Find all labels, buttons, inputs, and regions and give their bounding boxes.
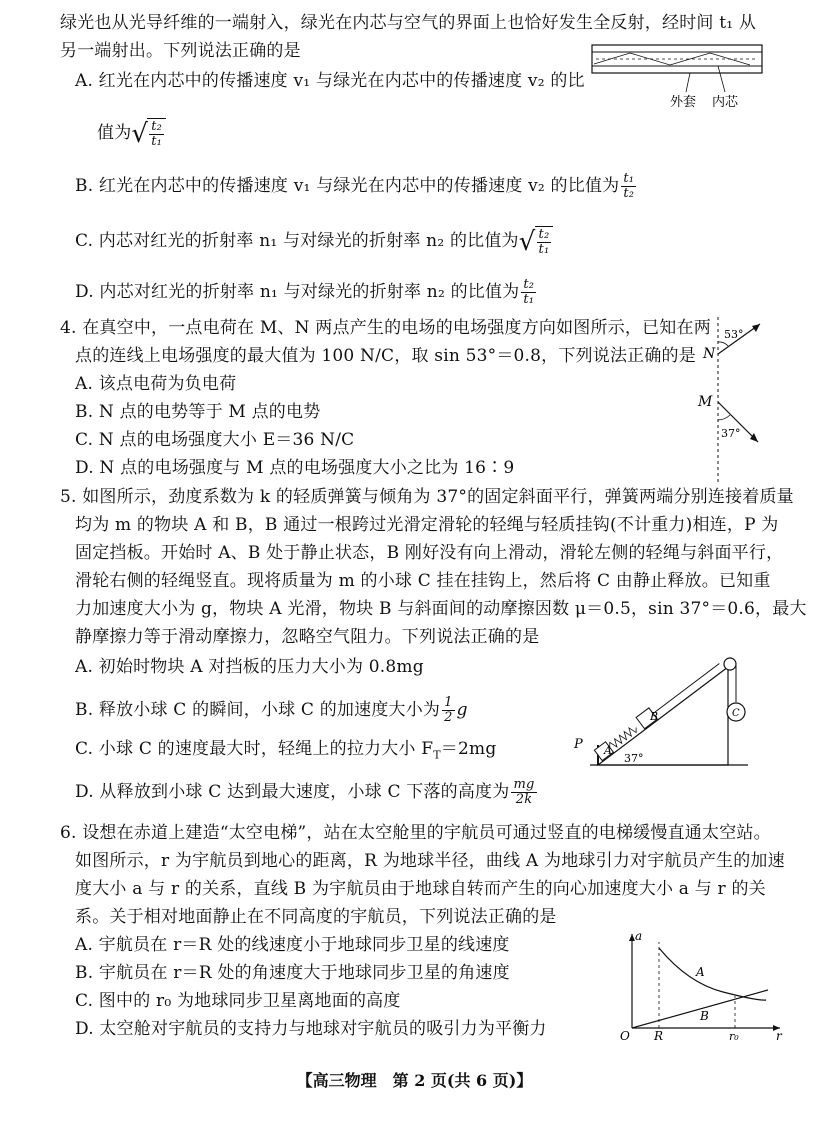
q5-option-c-tail: ＝2mg: [440, 739, 497, 759]
q4-option-d: D. N 点的电场强度与 M 点的电场强度大小之比为 16∶9: [75, 458, 515, 478]
page-footer: 【高三物理 第 2 页(共 6 页)】: [296, 1071, 533, 1090]
frac-denominator: t₁: [538, 242, 550, 257]
fig-label-inner: 内芯: [712, 95, 739, 110]
q5-stem-line4: 滑轮右侧的轻绳竖直。现将质量为 m 的小球 C 挂在挂钩上，然后将 C 由静止释放。已知重: [75, 571, 771, 591]
q3-option-d-text: D. 内芯对红光的折射率 n₁ 与对绿光的折射率 n₂ 的比值为: [75, 282, 520, 302]
sqrt-expression: √ $\frac{\text{t₂}}{\text{t₁}}$: [131, 118, 166, 149]
q5-option-b-tail: g: [456, 700, 468, 720]
q3-stem-line2: 另一端射出。下列说法正确的是: [60, 41, 301, 61]
frac-denominator: 2k: [515, 792, 533, 807]
incline-pulley-figure: [568, 650, 768, 775]
q5-option-b-text: B. 释放小球 C 的瞬间，小球 C 的加速度大小为: [75, 700, 441, 720]
q4-stem-line1: 4. 在真空中，一点电荷在 M、N 两点产生的电场的电场强度方向如图所示，已知在两: [60, 318, 711, 338]
optical-fiber-figure: [590, 42, 770, 120]
q3-option-c: [75, 226, 553, 257]
frac-numerator: t₁: [623, 171, 635, 186]
q5-stem-line6: 静摩擦力等于滑动摩擦力，忽略空气阻力。下列说法正确的是: [75, 627, 540, 647]
q3-option-a: A. 红光在内芯中的传播速度 v₁ 与绿光在内芯中的传播速度 v₂ 的比: [75, 71, 585, 91]
q5-option-d-text: D. 从释放到小球 C 达到最大速度，小球 C 下落的高度为: [75, 782, 510, 802]
q6-option-c: C. 图中的 r₀ 为地球同步卫星离地面的高度: [75, 991, 401, 1011]
fig-label-M: M: [698, 394, 713, 410]
fig-angle-53: 53°: [724, 328, 744, 341]
q6-stem-line1: 6. 设想在赤道上建造“太空电梯”，站在太空舱里的宇航员可通过竖直的电梯缓慢直通太空站。: [60, 823, 771, 843]
fig-label-B: B: [650, 710, 659, 723]
q4-option-c: C. N 点的电场强度大小 E＝36 N/C: [75, 430, 355, 450]
fig-line-B: B: [700, 1009, 709, 1023]
fig-label-A: A: [604, 744, 612, 757]
q5-stem-line1: 5. 如图所示，劲度系数为 k 的轻质弹簧与倾角为 37°的固定斜面平行，弹簧两端分别连接着质量: [60, 487, 794, 507]
q6-option-d: D. 太空舱对宇航员的支持力与地球对宇航员的吸引力为平衡力: [75, 1019, 547, 1039]
q4-option-a: A. 该点电荷为负电荷: [75, 374, 237, 394]
frac-numerator: mg: [513, 777, 535, 792]
fig-label-P: P: [574, 737, 583, 752]
q6-stem-line2: 如图所示，r 为宇航员到地心的距离，R 为地球半径，曲线 A 为地球引力对宇航员产生的加速: [75, 851, 785, 871]
q5-option-b: [75, 696, 468, 725]
fig-label-C: C: [732, 708, 740, 719]
frac-denominator: 2: [444, 710, 453, 725]
frac-numerator: 1: [444, 695, 453, 710]
q4-stem-line2: 点的连线上电场强度的最大值为 100 N/C，取 sin 53°＝0.8，下列说法正确的是: [75, 346, 696, 366]
q6-stem-line4: 系。关于相对地面静止在不同高度的宇航员，下列说法正确的是: [75, 907, 557, 927]
frac-denominator: t₁: [151, 134, 163, 149]
sqrt-expression: √ $\frac{\text{t₂}}{\text{t₁}}$: [519, 226, 554, 257]
q3-option-b-text: B. 红光在内芯中的传播速度 v₁ 与绿光在内芯中的传播速度 v₂ 的比值为: [75, 176, 620, 196]
fig-angle-37: 37°: [624, 752, 644, 765]
q5-stem-line3: 固定挡板。开始时 A、B 处于静止状态，B 刚好没有向上滑动，滑轮左侧的轻绳与斜面平行，: [75, 543, 784, 563]
frac-denominator: t₂: [623, 186, 635, 201]
q6-option-b: B. 宇航员在 r＝R 处的角速度大于地球同步卫星的角速度: [75, 963, 510, 983]
q6-option-a: A. 宇航员在 r＝R 处的线速度小于地球同步卫星的线速度: [75, 935, 510, 955]
acceleration-radius-graph: [618, 928, 788, 1043]
frac-denominator: t₁: [523, 292, 535, 307]
q3-option-b: [75, 172, 638, 201]
fig-axis-r: r: [776, 1029, 782, 1043]
fig-origin-O: O: [620, 1029, 630, 1043]
q5-stem-line5: 力加速度大小为 g，物块 A 光滑，物块 B 与斜面间的动摩擦因数 μ＝0.5，sin 37°＝0.6，最大: [75, 599, 807, 619]
fig-curve-A: A: [696, 965, 705, 979]
q3-option-d: [75, 278, 538, 307]
q5-option-d: [75, 778, 539, 807]
electric-field-figure: [690, 312, 780, 487]
q5-option-c-text: C. 小球 C 的速度最大时，轻绳上的拉力大小 F: [75, 739, 434, 759]
q6-stem-line3: 度大小 a 与 r 的关系，直线 B 为宇航员由于地球自转而产生的向心加速度大小 a 与 r 的关: [75, 879, 766, 899]
q5-option-a: A. 初始时物块 A 对挡板的压力大小为 0.8mg: [75, 657, 424, 677]
fig-label-N: N: [703, 346, 716, 362]
frac-numerator: t₂: [523, 277, 535, 292]
frac-numerator: t₂: [151, 119, 163, 134]
fig-tick-r0: r₀: [729, 1030, 739, 1043]
q3-stem-line1: 绿光也从光导纤维的一端射入，绿光在内芯与空气的界面上也恰好发生全反射，经时间 t₁ 从: [60, 13, 757, 33]
q3-option-a-cont: [97, 118, 166, 149]
q4-option-b: B. N 点的电势等于 M 点的电势: [75, 402, 321, 422]
frac-numerator: t₂: [538, 227, 550, 242]
fig-angle-37: 37°: [721, 427, 741, 440]
q5-option-c: [75, 738, 496, 766]
q5-stem-line2: 均为 m 的物块 A 和 B，B 通过一根跨过光滑定滑轮的轻绳与轻质挂钩(不计重力)相连，P 为: [75, 515, 779, 535]
q3-option-c-text: C. 内芯对红光的折射率 n₁ 与对绿光的折射率 n₂ 的比值为: [75, 231, 519, 251]
fig-tick-R: R: [654, 1029, 664, 1043]
q5-option-c-subscript: T: [433, 748, 441, 762]
fig-axis-a: a: [635, 929, 643, 943]
q3-option-a-label: 值为: [97, 123, 132, 143]
fig-label-outer: 外套: [670, 95, 697, 110]
